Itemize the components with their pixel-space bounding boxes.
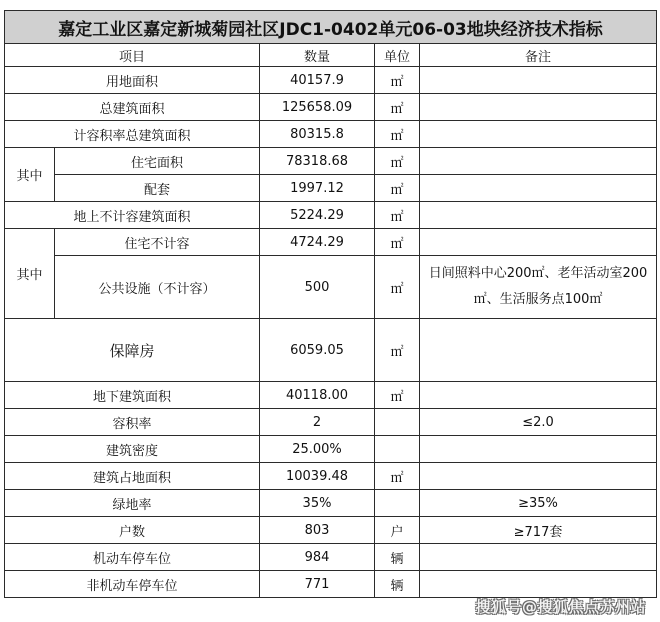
group-label-2: 其中 <box>5 229 55 319</box>
row-unit: ㎡ <box>375 202 420 229</box>
table-row <box>5 229 657 256</box>
row-qty: 2 <box>260 409 375 436</box>
row-item: 地上不计容建筑面积 <box>5 202 260 229</box>
table-row <box>5 571 657 598</box>
row-item: 建筑占地面积 <box>5 463 260 490</box>
row-unit: 辆 <box>375 544 420 571</box>
row-note <box>420 202 657 229</box>
watermark: 搜狐号@搜狐焦点苏州站 <box>475 598 646 616</box>
table-row <box>5 463 657 490</box>
row-unit <box>375 490 420 517</box>
row-unit <box>375 409 420 436</box>
header-note: 备注 <box>420 44 657 67</box>
row-qty: 4724.29 <box>260 229 375 256</box>
row-qty: 10039.48 <box>260 463 375 490</box>
row-qty: 40118.00 <box>260 382 375 409</box>
row-note: ≥35% <box>420 490 657 517</box>
table-row <box>5 517 657 544</box>
row-qty: 1997.12 <box>260 175 375 202</box>
row-item: 地下建筑面积 <box>5 382 260 409</box>
table-row <box>5 94 657 121</box>
row-qty: 80315.8 <box>260 121 375 148</box>
row-item: 住宅面积 <box>55 148 260 175</box>
row-item: 计容积率总建筑面积 <box>5 121 260 148</box>
row-unit: ㎡ <box>375 319 420 382</box>
row-qty: 35% <box>260 490 375 517</box>
row-item: 总建筑面积 <box>5 94 260 121</box>
table-row <box>5 121 657 148</box>
row-qty: 500 <box>260 256 375 319</box>
row-note <box>420 67 657 94</box>
row-note <box>420 319 657 382</box>
table-row <box>5 67 657 94</box>
row-item: 公共设施（不计容） <box>55 256 260 319</box>
row-item: 绿地率 <box>5 490 260 517</box>
row-unit: 户 <box>375 517 420 544</box>
indicator-table <box>4 10 657 598</box>
row-qty: 40157.9 <box>260 67 375 94</box>
row-item: 机动车停车位 <box>5 544 260 571</box>
row-unit: 辆 <box>375 571 420 598</box>
row-note <box>420 463 657 490</box>
row-note: 日间照料中心200㎡、老年活动室200㎡、生活服务点100㎡ <box>420 256 657 319</box>
row-unit: ㎡ <box>375 148 420 175</box>
row-note: ≤2.0 <box>420 409 657 436</box>
row-qty: 803 <box>260 517 375 544</box>
row-note <box>420 436 657 463</box>
table-row <box>5 319 657 382</box>
row-unit: ㎡ <box>375 175 420 202</box>
row-unit: ㎡ <box>375 463 420 490</box>
table-row <box>5 436 657 463</box>
row-note <box>420 544 657 571</box>
table-row <box>5 175 657 202</box>
row-item: 用地面积 <box>5 67 260 94</box>
row-qty: 771 <box>260 571 375 598</box>
row-note <box>420 148 657 175</box>
row-qty: 78318.68 <box>260 148 375 175</box>
row-item: 住宅不计容 <box>55 229 260 256</box>
row-note <box>420 94 657 121</box>
row-item: 保障房 <box>5 319 260 382</box>
row-note <box>420 175 657 202</box>
row-item: 容积率 <box>5 409 260 436</box>
table-row <box>5 382 657 409</box>
row-item: 配套 <box>55 175 260 202</box>
row-unit: ㎡ <box>375 121 420 148</box>
row-item: 建筑密度 <box>5 436 260 463</box>
row-qty: 6059.05 <box>260 319 375 382</box>
row-unit: ㎡ <box>375 382 420 409</box>
row-qty: 5224.29 <box>260 202 375 229</box>
row-note <box>420 121 657 148</box>
table-row <box>5 490 657 517</box>
row-note <box>420 382 657 409</box>
table-row <box>5 148 657 175</box>
group-label-1: 其中 <box>5 148 55 202</box>
table-row <box>5 256 657 319</box>
header-item: 项目 <box>5 44 260 67</box>
row-note <box>420 571 657 598</box>
row-qty: 25.00% <box>260 436 375 463</box>
row-qty: 125658.09 <box>260 94 375 121</box>
row-unit <box>375 436 420 463</box>
row-unit: ㎡ <box>375 229 420 256</box>
header-qty: 数量 <box>260 44 375 67</box>
row-unit: ㎡ <box>375 94 420 121</box>
table-row <box>5 202 657 229</box>
row-unit: ㎡ <box>375 67 420 94</box>
header-unit: 单位 <box>375 44 420 67</box>
table-row <box>5 409 657 436</box>
row-note: ≥717套 <box>420 517 657 544</box>
row-qty: 984 <box>260 544 375 571</box>
table-row <box>5 544 657 571</box>
row-unit: ㎡ <box>375 256 420 319</box>
table-title: 嘉定工业区嘉定新城菊园社区JDC1-0402单元06-03地块经济技术指标 <box>5 11 657 44</box>
row-note <box>420 229 657 256</box>
row-item: 户数 <box>5 517 260 544</box>
row-item: 非机动车停车位 <box>5 571 260 598</box>
